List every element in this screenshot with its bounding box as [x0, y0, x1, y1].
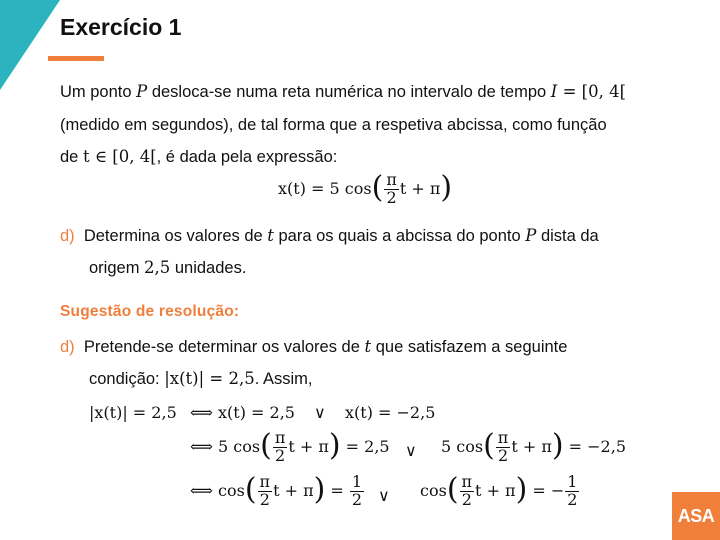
resolution-line-1: d) Pretende-se determinar os valores de t que satisfazem a seguinte — [60, 337, 568, 356]
step-1-or: ∨ — [314, 403, 326, 422]
step-3-equation-b: cos( $\frac{\pi}{2}$ t + π) = − $\frac{1}{2}$ — [420, 472, 578, 509]
question-d-line-2: origem 2,5 unidades. — [89, 258, 247, 277]
statement-line-1: Um ponto P desloca-se numa reta numérica no intervalo de tempo I = [0, 4[ — [60, 82, 627, 101]
title-underline — [48, 56, 104, 61]
corner-decoration — [0, 0, 60, 100]
question-d-line-1: d) Determina os valores de t para os quais a abcissa do ponto P dista da — [60, 226, 599, 245]
step-3-or: ∨ — [378, 486, 390, 505]
statement-line-2: (medido em segundos), de tal forma que a respetiva abcissa, como função — [60, 116, 607, 134]
resolution-heading: Sugestão de resolução: — [60, 303, 240, 320]
step-2-equation-b: 5 cos( $\frac{\pi}{2}$ t + π) = −2,5 — [441, 428, 626, 465]
step-1-equation-b: x(t) = −2,5 — [345, 403, 436, 422]
step-2-or: ∨ — [405, 441, 417, 460]
statement-line-3: de t ∈ [0, 4[, é dada pela expressão: — [60, 147, 338, 166]
step-1-lhs: |x(t)| = 2,5 — [89, 403, 177, 422]
asa-logo: ASA — [672, 492, 720, 540]
resolution-line-2: condição: |x(t)| = 2,5. Assim, — [89, 369, 313, 388]
position-equation: x(t) = 5 cos( $\frac{\pi}{2}$ t + π) — [278, 170, 453, 207]
step-1-equation-a: ⟺ x(t) = 2,5 — [190, 403, 295, 422]
step-2-equation-a: ⟺ 5 cos( $\frac{\pi}{2}$ t + π) = 2,5 — [190, 428, 390, 465]
slide-title: Exercício 1 — [60, 14, 182, 40]
step-3-equation-a: ⟺ cos( $\frac{\pi}{2}$ t + π) = $\frac{1}{2}$ — [190, 472, 363, 509]
